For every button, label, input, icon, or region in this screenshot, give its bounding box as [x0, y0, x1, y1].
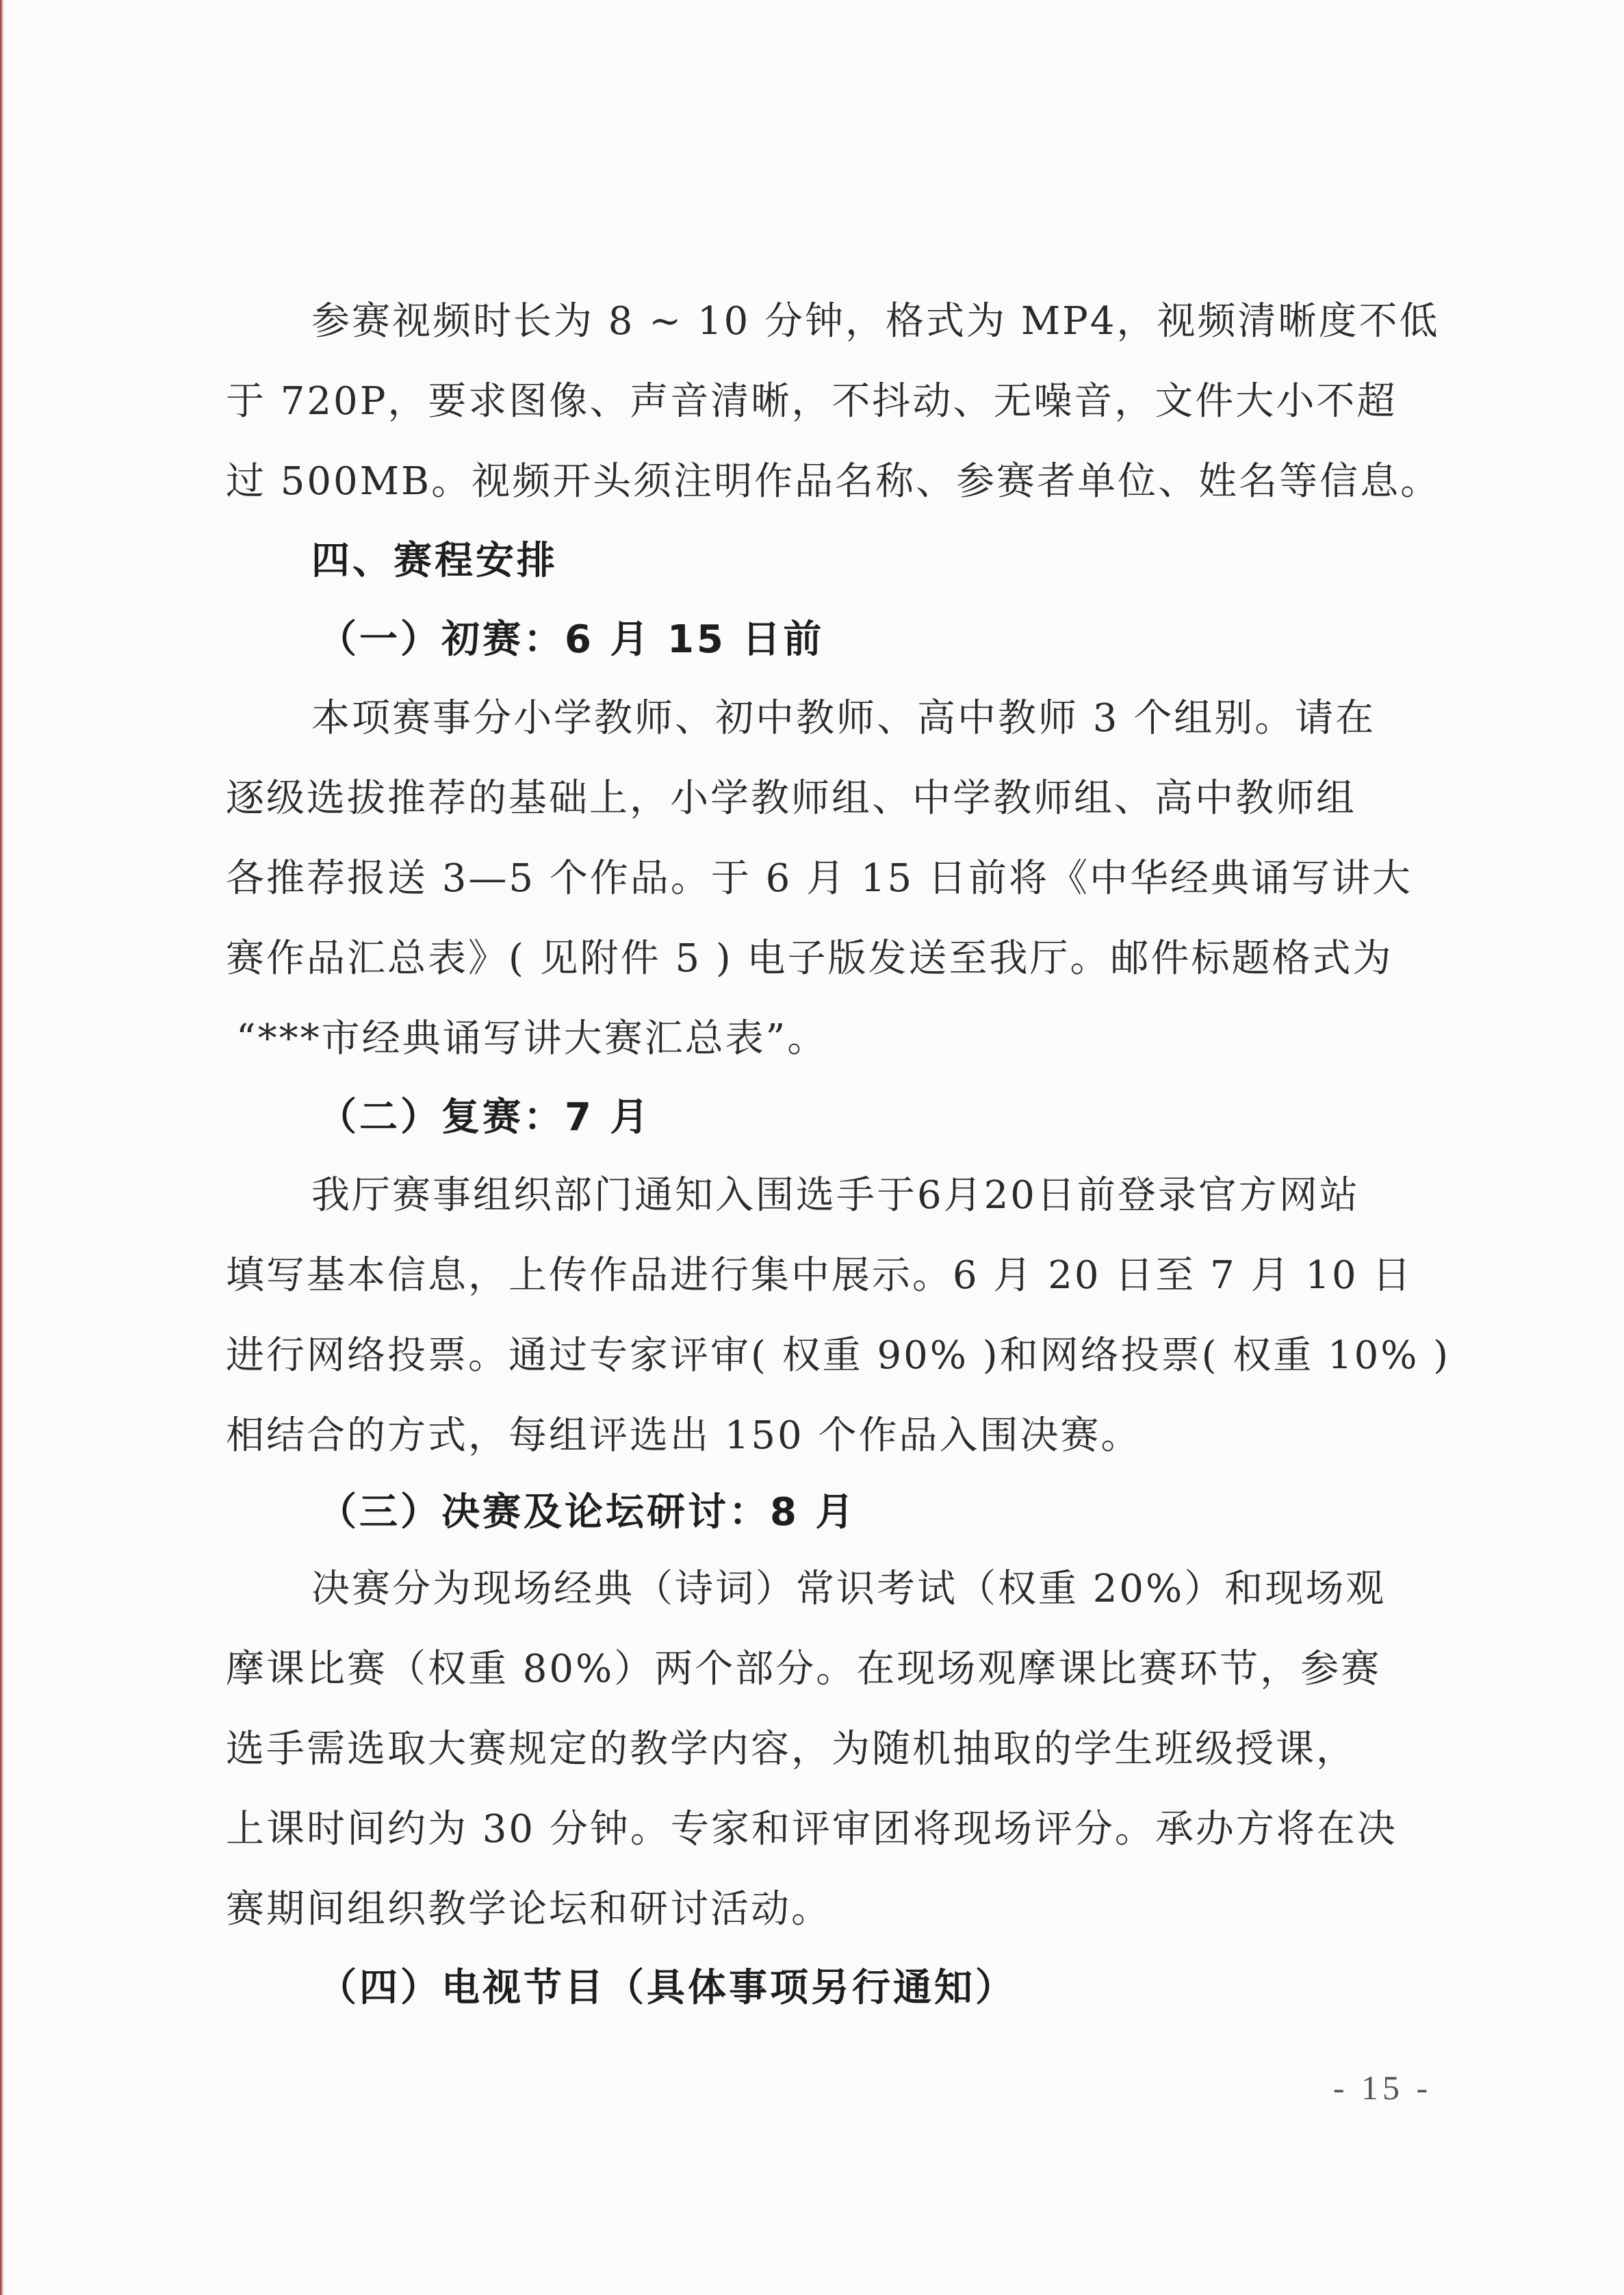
paragraph-line: 过 500MB。视频开头须注明作品名称、参赛者单位、姓名等信息。: [226, 459, 1441, 504]
paragraph-line: 选手需选取大赛规定的教学内容，为随机抽取的学生班级授课，: [226, 1727, 1356, 1771]
paragraph-line: 进行网络投票。通过专家评审( 权重 90% )和网络投票( 权重 10% ): [226, 1333, 1451, 1378]
paragraph-line: 决赛分为现场经典（诗词）常识考试（权重 20%）和现场观: [311, 1567, 1387, 1611]
paragraph-line: 参赛视频时长为 8 ~ 10 分钟，格式为 MP4，视频清晰度不低: [311, 299, 1440, 344]
paragraph-line: 赛作品汇总表》( 见附件 5 ) 电子版发送至我厅。邮件标题格式为: [226, 936, 1393, 981]
paragraph-line: 赛期间组织教学论坛和研讨活动。: [226, 1887, 832, 1932]
semifinal-heading: （二）复赛：7 月: [318, 1095, 652, 1140]
paragraph-line: 各推荐报送 3—5 个作品。于 6 月 15 日前将《中华经典诵写讲大: [226, 856, 1413, 901]
paragraph-line: 于 720P，要求图像、声音清晰，不抖动、无噪音，文件大小不超: [226, 379, 1397, 424]
tv-program-heading: （四）电视节目（具体事项另行通知）: [318, 1966, 1016, 2010]
paragraph-line: “***市经典诵写讲大赛汇总表”。: [236, 1016, 828, 1061]
final-heading: （三）决赛及论坛研讨：8 月: [318, 1490, 857, 1535]
paragraph-line: 摩课比赛（权重 80%）两个部分。在现场观摩课比赛环节，参赛: [226, 1647, 1382, 1691]
paragraph-line: 填写基本信息，上传作品进行集中展示。6 月 20 日至 7 月 10 日: [226, 1253, 1413, 1298]
paragraph-line: 逐级选拔推荐的基础上，小学教师组、中学教师组、高中教师组: [226, 776, 1356, 821]
paragraph-line: 我厅赛事组织部门通知入围选手于6月20日前登录官方网站: [311, 1173, 1360, 1218]
paragraph-line: 上课时间约为 30 分钟。专家和评审团将现场评分。承办方将在决: [226, 1807, 1397, 1851]
paragraph-line: 相结合的方式，每组评选出 150 个作品入围决赛。: [226, 1413, 1142, 1458]
paragraph-line: 本项赛事分小学教师、初中教师、高中教师 3 个组别。请在: [311, 696, 1376, 741]
page-number: - 15 -: [1332, 2068, 1432, 2107]
preliminary-heading: （一）初赛：6 月 15 日前: [318, 617, 825, 662]
section-title: 四、赛程安排: [311, 539, 558, 583]
